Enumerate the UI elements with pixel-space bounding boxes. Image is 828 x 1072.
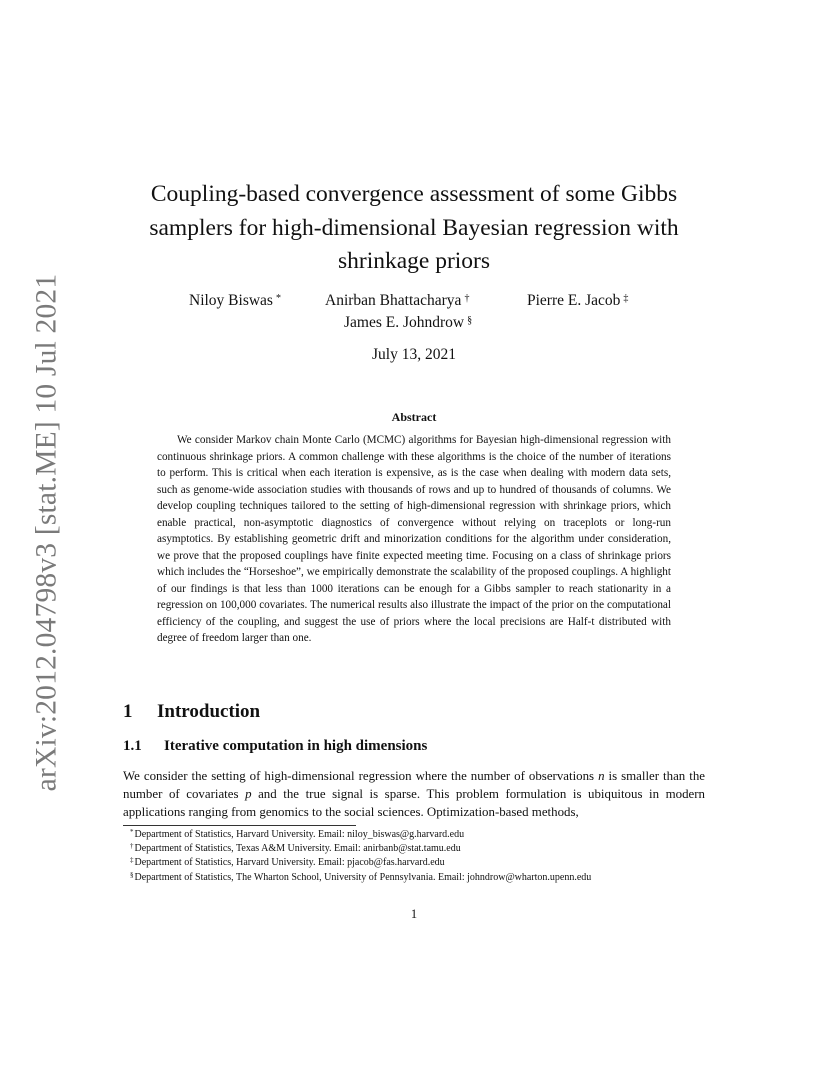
footnote-text: Department of Statistics, Harvard University. Email: pjacob@fas.harvard.edu (134, 857, 445, 869)
section-number: 1 (123, 701, 133, 722)
footnote (130, 842, 730, 856)
section-heading (123, 701, 260, 723)
footnote-text: Department of Statistics, Harvard University. Email: niloy_biswas@g.harvard.edu (134, 829, 465, 840)
section-title: Introduction (157, 701, 261, 722)
footnote-text: Department of Statistics, Texas A&M University. Email: anirbanb@stat.tamu.edu (134, 843, 461, 855)
abstract-heading: Abstract (391, 410, 437, 424)
body-text-part: We consider the setting of high-dimensional regression where the number of observations (123, 769, 599, 783)
paper-date: July 13, 2021 (372, 346, 456, 363)
arxiv-stamp-text: arXiv:2012.04798v3 [stat.ME] 10 Jul 2021 (30, 273, 63, 791)
footnote (130, 871, 730, 885)
footnotes (130, 828, 730, 885)
author-name: Pierre E. Jacob (527, 292, 621, 309)
author-name: Niloy Biswas (189, 292, 273, 309)
paper-title: Coupling-based convergence assessment of some Gibbs samplers for high-dimensional Bayesian regression with shrinkage priors (149, 181, 679, 274)
author-4 (344, 314, 472, 332)
math-variable-p: p (245, 787, 252, 801)
math-variable-n: n (598, 769, 605, 783)
author-footnote-mark: ‡ (623, 293, 629, 304)
author-2 (325, 292, 469, 310)
body-text-part: is smaller than the number of covariates (123, 769, 705, 801)
subsection-number: 1.1 (123, 738, 142, 754)
footnote-mark: § (130, 870, 134, 879)
body-paragraph (123, 767, 705, 821)
footnote (130, 856, 730, 870)
footnote-rule (123, 825, 356, 826)
author-footnote-mark: § (467, 315, 473, 326)
author-footnote-mark: * (275, 293, 281, 304)
footnote-mark: * (130, 828, 134, 836)
footnote-mark: † (130, 842, 134, 851)
subsection-title: Iterative computation in high dimensions (164, 738, 428, 754)
author-list (0, 292, 828, 336)
page-number: 1 (410, 907, 418, 921)
arxiv-identifier-stamp (15, 273, 79, 791)
footnote-text: Department of Statistics, The Wharton School, University of Pennsylvania. Email: johndrow@wharton.upenn.edu (134, 871, 592, 883)
footnote-mark: ‡ (130, 856, 134, 865)
author-3 (527, 292, 628, 310)
author-footnote-mark: † (464, 293, 470, 304)
abstract-text: We consider Markov chain Monte Carlo (MCMC) algorithms for Bayesian high-dimensional regression with continuous shrinkage priors. A common challenge with these algorithms is the choice of the number of iterations to perform. This is critical when each iteration is expensive, as is the case when dealing with modern data sets, such as genome-wide association studies with thousands of rows and up to hundred of thousands of columns. We develop coupling techniques tailored to the setting of high-dimensional regression with shrinkage priors, which enable practical, non-asymptotic diagnostics of convergence without relying on traceplots or long-run asymptotics. By establishing geometric drift and minorization conditions for the algorithm under consideration, we prove that the proposed couplings have finite expected meeting time. Focusing on a class of shrinkage priors which includes the “Horseshoe”, we empirically demonstrate the scalability of the proposed couplings. A highlight of our findings is that less than 1000 iterations can be enough for a Gibbs sampler to reach stationarity in a regression on 100,000 covariates. The numerical results also illustrate the impact of the prior on the computational efficiency of the coupling, and suggest the use of priors where the local precisions are Half-t distributed with degree of freedom larger than one. (157, 434, 671, 644)
footnote (130, 828, 730, 842)
body-text-part: and the true signal is sparse. This problem formulation is ubiquitous in modern applications ranging from genomics to the social sciences. Optimization-based methods, (123, 787, 705, 819)
author-name: Anirban Bhattacharya (325, 292, 462, 309)
author-name: James E. Johndrow (344, 314, 465, 331)
subsection-heading (123, 738, 427, 755)
author-1 (189, 292, 281, 310)
